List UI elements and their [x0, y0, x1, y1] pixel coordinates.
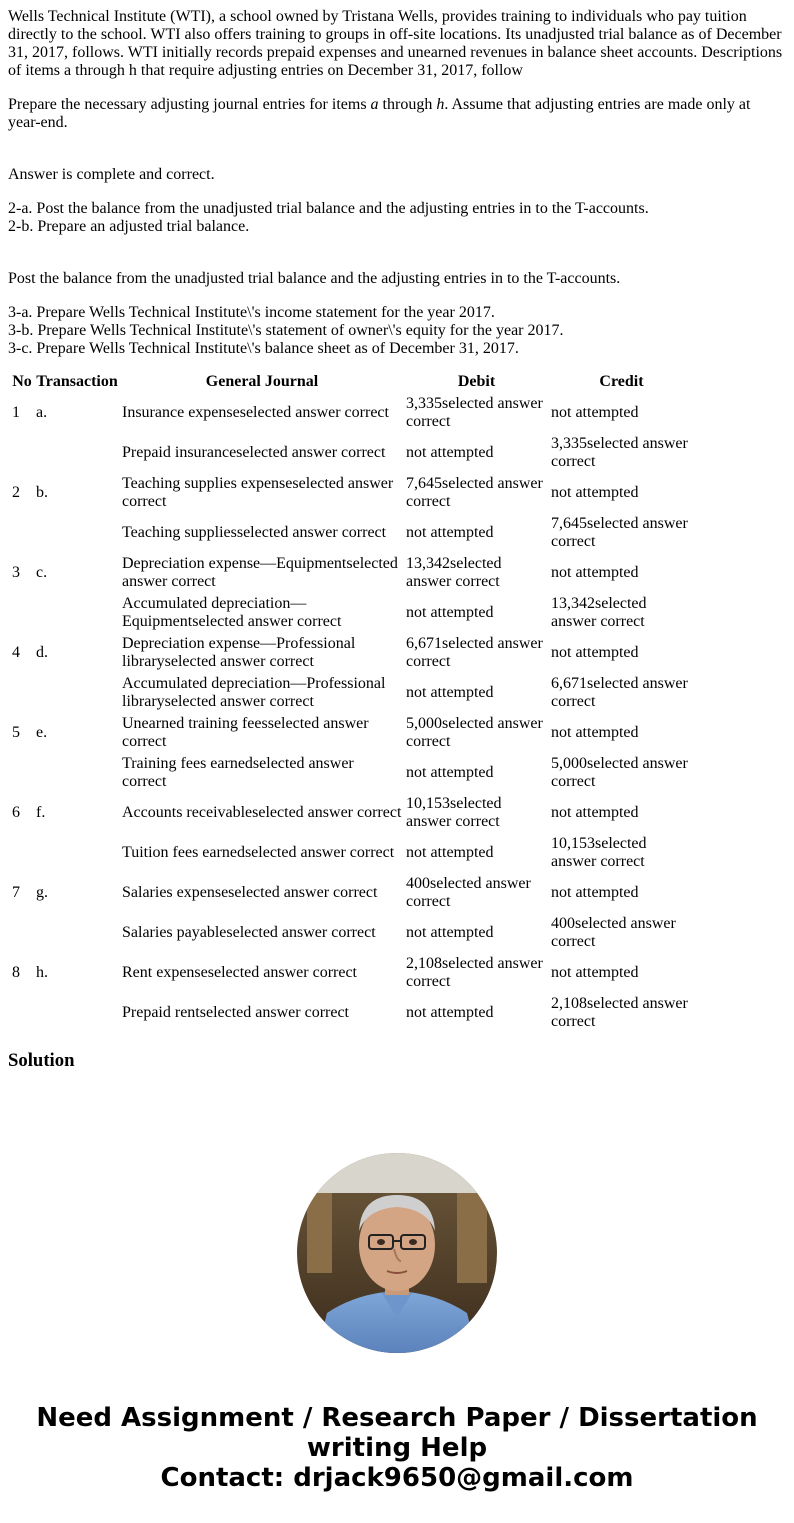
row-account: Training fees earnedselected answer correct [122, 755, 354, 790]
row-account: Accumulated depreciation—Professional libraryselected answer correct [122, 675, 386, 710]
row-no: 8 [12, 964, 20, 981]
row-transaction [35, 674, 119, 712]
row-transaction: d. [36, 644, 48, 661]
author-photo [297, 1153, 497, 1353]
row-credit: 7,645selected answer correct [551, 515, 688, 550]
row-credit: 10,153selected answer correct [551, 835, 647, 870]
row-transaction [35, 594, 119, 632]
journal-row [11, 994, 693, 1032]
row-account: Salaries payableselected answer correct [122, 924, 376, 941]
journal-row [11, 834, 693, 872]
row-transaction [35, 514, 119, 552]
row-transaction: g. [36, 884, 48, 901]
row-debit: not attempted [406, 924, 494, 941]
row-no: 2 [12, 484, 20, 501]
row-debit: 10,153selected answer correct [406, 795, 502, 830]
row-transaction [35, 914, 119, 952]
instruction-text-3: . Assume that adjusting entries are made only at year-end. [8, 96, 751, 131]
promo-line-2: writing Help [306, 1433, 488, 1463]
row-no [11, 834, 33, 872]
journal-row [11, 794, 693, 832]
question-instruction [8, 96, 786, 132]
row-no [11, 594, 33, 632]
row-credit: 3,335selected answer correct [551, 435, 688, 470]
row-debit: 2,108selected answer correct [406, 955, 543, 990]
row-account: Tuition fees earnedselected answer correct [122, 844, 395, 861]
spacer [8, 148, 786, 166]
row-account: Depreciation expense—Professional libraryselected answer correct [122, 635, 356, 670]
promo-contact: Contact: drjack9650@gmail.com [160, 1463, 634, 1493]
task-2-block [8, 200, 786, 236]
row-no: 3 [12, 564, 20, 581]
journal-row [11, 514, 693, 552]
row-transaction: b. [36, 484, 48, 501]
row-debit: 400selected answer correct [406, 875, 531, 910]
row-account: Unearned training feesselected answer correct [122, 715, 369, 750]
row-no [11, 754, 33, 792]
journal-row [11, 954, 693, 992]
row-no: 1 [12, 404, 20, 421]
row-no [11, 434, 33, 472]
row-transaction: f. [36, 804, 46, 821]
row-transaction [35, 434, 119, 472]
task-3b: 3-b. Prepare Wells Technical Institute\'s statement of owner\'s equity for the year 2017. [8, 322, 564, 339]
journal-row [11, 914, 693, 952]
row-credit: 5,000selected answer correct [551, 755, 688, 790]
row-account: Accounts receivableselected answer correct [122, 804, 402, 821]
row-account: Teaching suppliesselected answer correct [122, 524, 387, 541]
journal-row [11, 674, 693, 712]
row-account: Insurance expenseselected answer correct [122, 404, 389, 421]
row-credit: not attempted [551, 484, 639, 501]
row-transaction: h. [36, 964, 48, 981]
row-account: Accumulated depreciation—Equipmentselected answer correct [122, 595, 342, 630]
header-no: No [12, 373, 32, 390]
answer-status: Answer is complete and correct. [8, 166, 215, 183]
row-no [11, 674, 33, 712]
row-credit: not attempted [551, 884, 639, 901]
author-portrait-image [297, 1153, 497, 1353]
row-account: Prepaid rentselected answer correct [122, 1004, 349, 1021]
journal-body [11, 394, 693, 1032]
row-account: Rent expenseselected answer correct [122, 964, 357, 981]
row-debit: not attempted [406, 684, 494, 701]
row-debit: not attempted [406, 444, 494, 461]
row-transaction: c. [36, 564, 48, 581]
journal-row [11, 714, 693, 752]
row-no: 5 [12, 724, 20, 741]
row-credit: not attempted [551, 644, 639, 661]
row-credit: not attempted [551, 724, 639, 741]
task-3-block [8, 304, 786, 358]
header-general-journal: General Journal [205, 373, 319, 390]
row-transaction [35, 754, 119, 792]
instruction-text-2: through [378, 96, 437, 113]
row-debit: 6,671selected answer correct [406, 635, 543, 670]
promo-line-1: Need Assignment / Research Paper / Dissertation [36, 1403, 758, 1433]
journal-row [11, 474, 693, 512]
row-credit: not attempted [551, 404, 639, 421]
row-account: Teaching supplies expenseselected answer correct [122, 475, 394, 510]
header-credit: Credit [599, 373, 644, 390]
row-transaction [35, 994, 119, 1032]
row-credit: 2,108selected answer correct [551, 995, 688, 1030]
row-credit: 400selected answer correct [551, 915, 676, 950]
journal-table [9, 370, 695, 1034]
row-debit: not attempted [406, 524, 494, 541]
row-account: Salaries expenseselected answer correct [122, 884, 378, 901]
row-debit: 5,000selected answer correct [406, 715, 543, 750]
row-credit: not attempted [551, 964, 639, 981]
journal-row [11, 394, 693, 432]
row-debit: not attempted [406, 1004, 494, 1021]
row-debit: 3,335selected answer correct [406, 395, 543, 430]
question-intro: Wells Technical Institute (WTI), a school owned by Tristana Wells, provides training to individuals who pay tuition directly to the school. WTI also offers training to groups in off-site locations. Its unadjusted trial balance as of December 31, 2017, follows. WTI initially records prepaid expenses and unearned revenues in balance sheet accounts. Descriptions of items a through h that require adjusting entries on December 31, 2017, follow [8, 8, 783, 79]
row-transaction: e. [36, 724, 48, 741]
row-credit: not attempted [551, 804, 639, 821]
journal-header-row [11, 372, 693, 392]
promo-banner [0, 1403, 794, 1493]
row-credit: not attempted [551, 564, 639, 581]
post-balance-text: Post the balance from the unadjusted trial balance and the adjusting entries in to the T-accounts. [8, 270, 621, 287]
row-debit: not attempted [406, 844, 494, 861]
row-no [11, 994, 33, 1032]
row-no: 7 [12, 884, 20, 901]
row-transaction: a. [36, 404, 48, 421]
journal-row [11, 594, 693, 632]
row-no [11, 914, 33, 952]
row-credit: 6,671selected answer correct [551, 675, 688, 710]
task-3c: 3-c. Prepare Wells Technical Institute\'s balance sheet as of December 31, 2017. [8, 340, 519, 357]
header-debit: Debit [457, 373, 496, 390]
journal-row [11, 554, 693, 592]
row-no: 6 [12, 804, 20, 821]
instruction-text-1: Prepare the necessary adjusting journal entries for items [8, 96, 371, 113]
row-debit: not attempted [406, 764, 494, 781]
row-debit: not attempted [406, 604, 494, 621]
row-credit: 13,342selected answer correct [551, 595, 647, 630]
row-transaction [35, 834, 119, 872]
row-debit: 13,342selected answer correct [406, 555, 502, 590]
spacer [8, 252, 786, 270]
row-debit: 7,645selected answer correct [406, 475, 543, 510]
row-no [11, 514, 33, 552]
item-a: a [370, 96, 379, 113]
task-2b: 2-b. Prepare an adjusted trial balance. [8, 218, 250, 235]
journal-row [11, 634, 693, 672]
row-account: Prepaid insuranceselected answer correct [122, 444, 386, 461]
header-transaction: Transaction [36, 373, 118, 390]
row-no: 4 [12, 644, 20, 661]
row-account: Depreciation expense—Equipmentselected answer correct [122, 555, 398, 590]
item-h: h [436, 96, 445, 113]
journal-row [11, 874, 693, 912]
journal-row [11, 434, 693, 472]
journal-row [11, 754, 693, 792]
task-3a: 3-a. Prepare Wells Technical Institute\'s income statement for the year 2017. [8, 304, 495, 321]
solution-heading: Solution [8, 1050, 75, 1071]
task-2a: 2-a. Post the balance from the unadjusted trial balance and the adjusting entries in to the T-accounts. [8, 200, 649, 217]
